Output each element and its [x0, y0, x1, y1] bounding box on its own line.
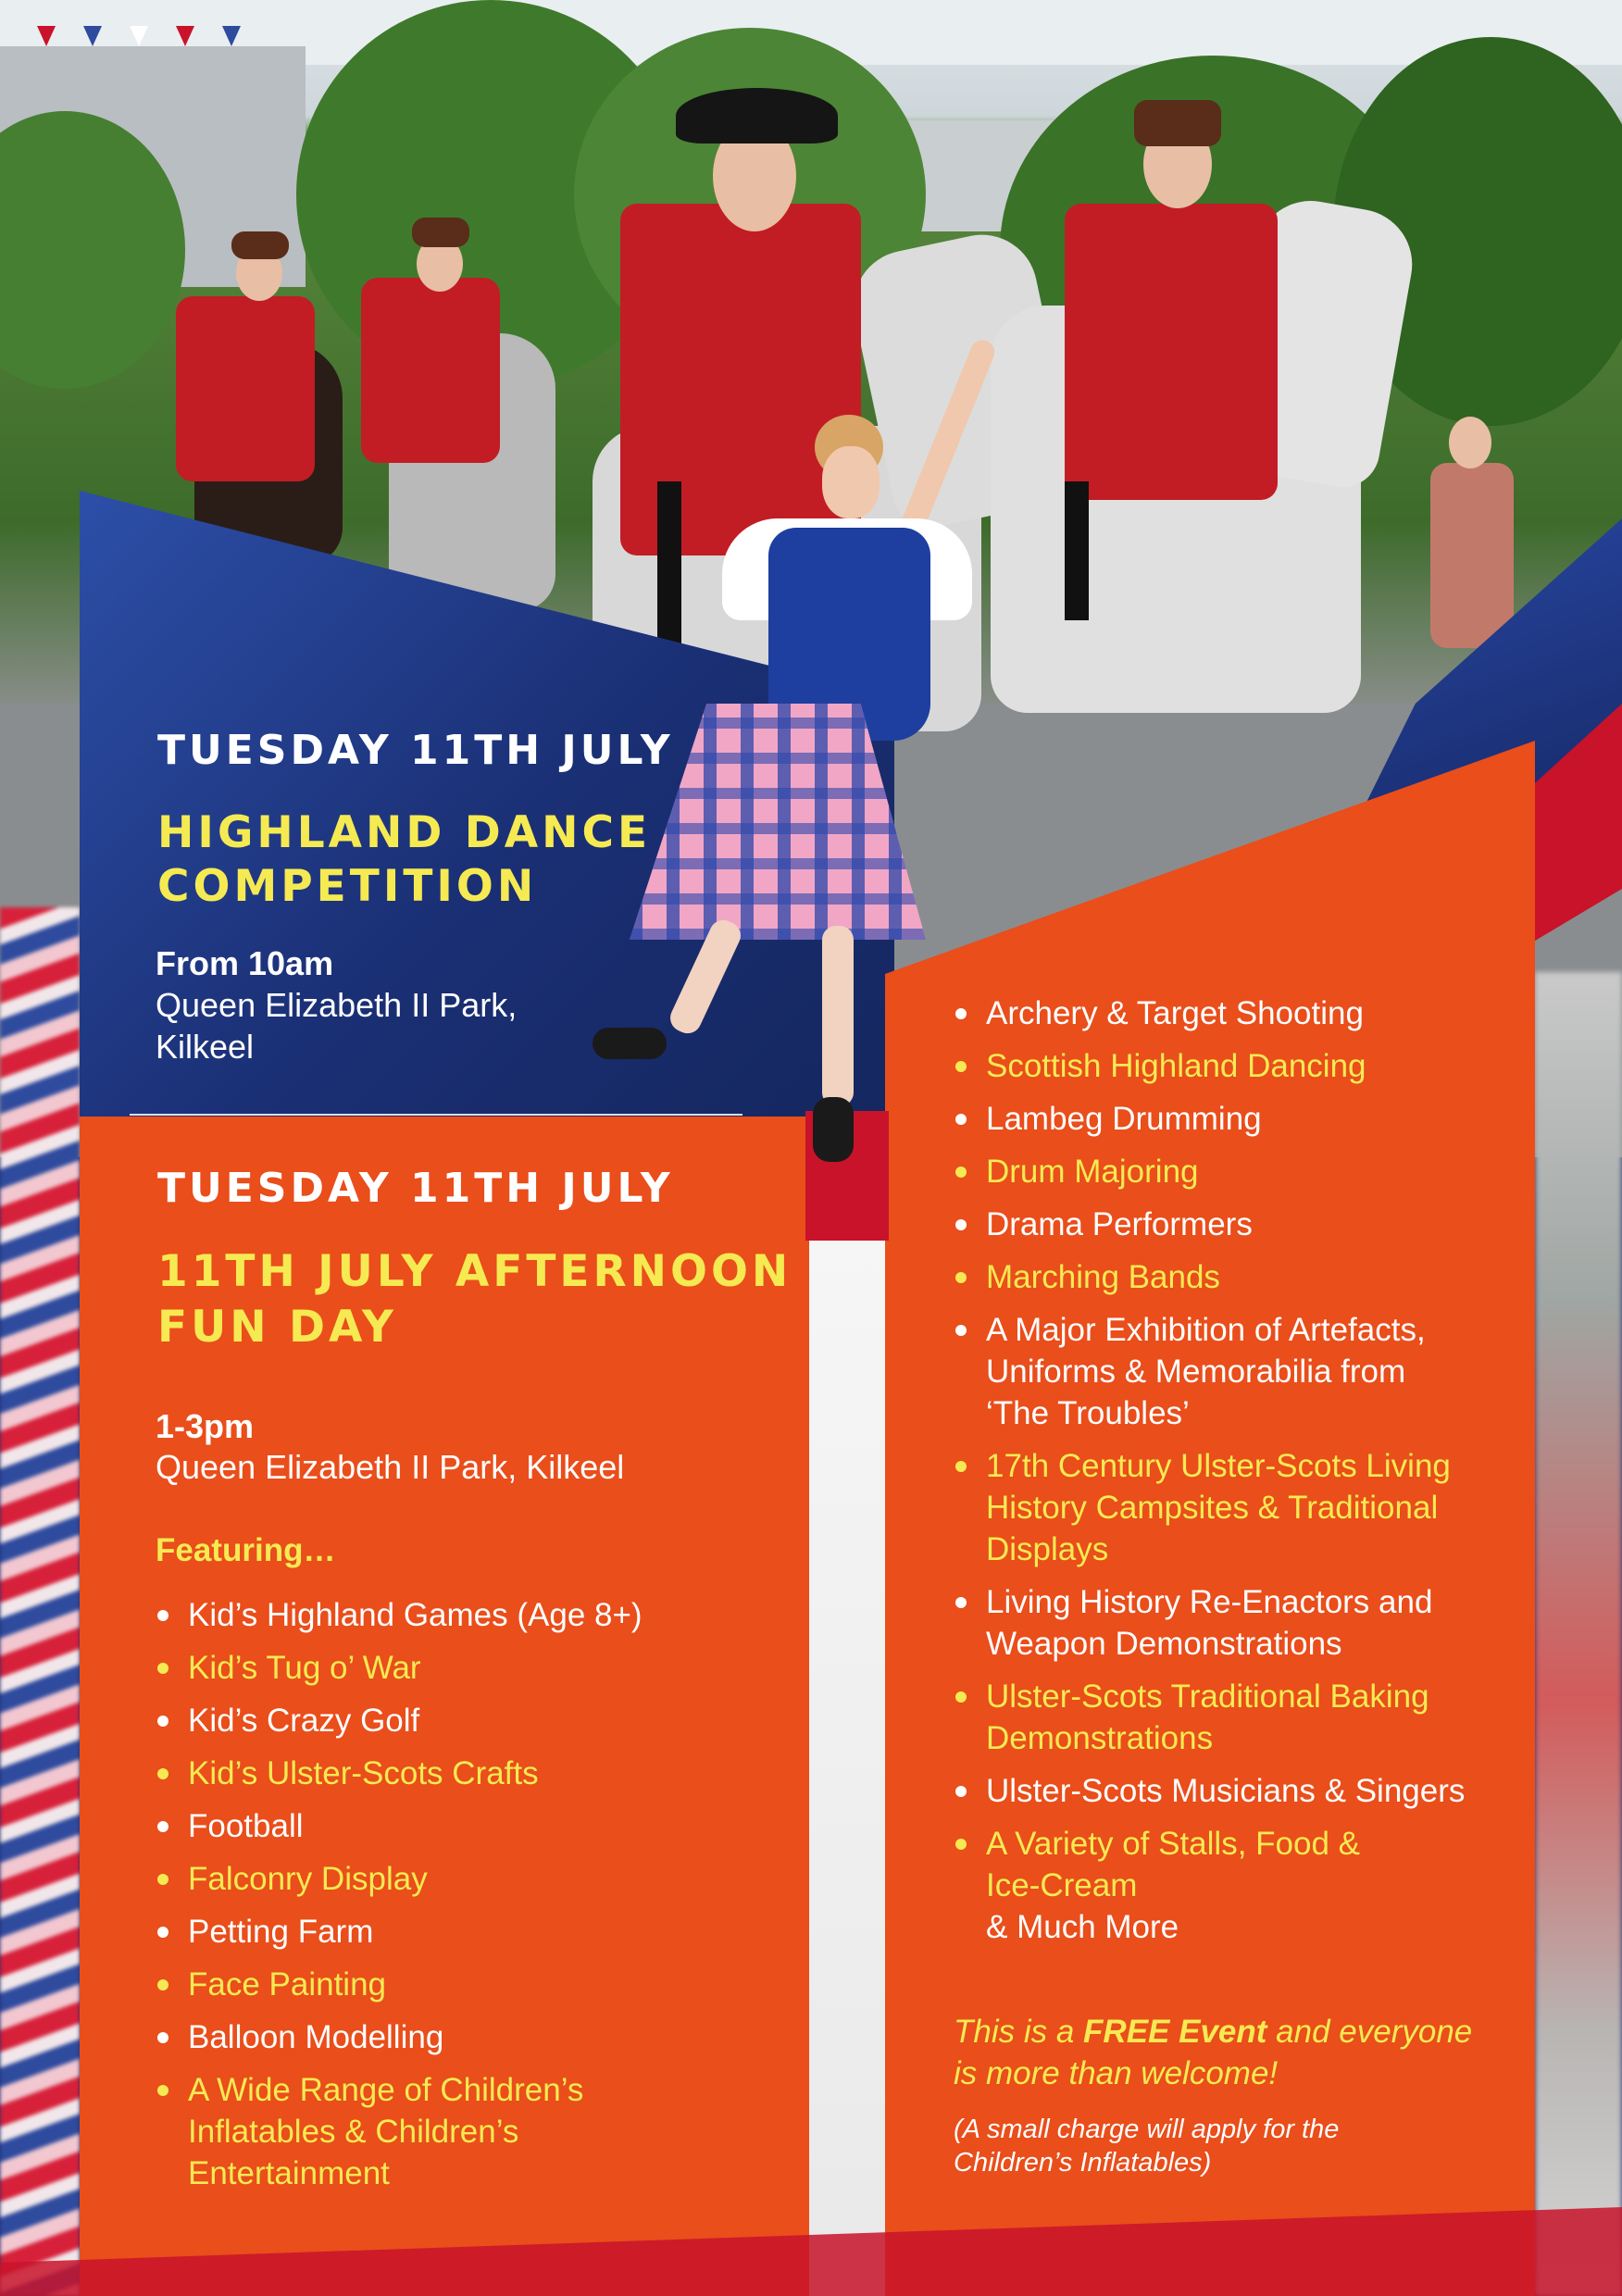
event1-title-line2: COMPETITION: [157, 861, 538, 912]
dancer-leg: [822, 926, 854, 1106]
event2-title-line2: FUN DAY: [157, 1302, 397, 1353]
panel-gap: [809, 1222, 885, 2296]
list-item: Drum Majoring: [954, 1151, 1528, 1192]
list-item: A Variety of Stalls, Food &: [954, 1823, 1528, 1865]
tricorn-hat: [676, 88, 838, 144]
list-item-continued: Inflatables & Children’s: [188, 2114, 519, 2150]
rider: [361, 278, 500, 463]
activities-list: [954, 992, 1528, 1959]
event2-venue: Queen Elizabeth II Park, Kilkeel: [156, 1448, 625, 1486]
list-item: 17th Century Ulster-Scots Living: [954, 1445, 1528, 1487]
event1-venue-line1: Queen Elizabeth II Park,: [156, 986, 518, 1024]
dancer-shoe: [813, 1097, 854, 1162]
fur-hat: [1134, 100, 1221, 146]
list-item-continued: Ice-Cream: [986, 1867, 1138, 1903]
list-item: Lambeg Drumming: [954, 1098, 1528, 1140]
list-item: Face Painting: [156, 1964, 767, 2005]
rider-boot: [1065, 481, 1089, 620]
list-item-continued: Demonstrations: [986, 1720, 1214, 1756]
event2-title-line1: 11TH JULY AFTERNOON: [157, 1246, 792, 1297]
blurred-strip-right: [1535, 972, 1622, 2296]
list-item: Drama Performers: [954, 1204, 1528, 1245]
rider: [1065, 204, 1278, 500]
charge-note-line1: (A small charge will apply for the: [954, 2115, 1340, 2144]
list-item: Archery & Target Shooting: [954, 992, 1528, 1034]
list-item: A Wide Range of Children’s: [156, 2069, 767, 2111]
bunting-flag: [130, 26, 148, 46]
rider: [176, 296, 315, 481]
dancer-face: [822, 446, 880, 518]
hat: [412, 218, 469, 247]
fun-day-list: [156, 1594, 767, 2205]
list-item: Kid’s Ulster-Scots Crafts: [156, 1753, 767, 1794]
free-event-line1: [954, 2011, 1472, 2053]
list-item: Petting Farm: [156, 1911, 767, 1953]
list-item: Living History Re-Enactors and: [954, 1581, 1528, 1623]
list-item: A Major Exhibition of Artefacts,: [954, 1309, 1528, 1351]
list-item: Marching Bands: [954, 1256, 1528, 1298]
bunting-flag: [37, 26, 56, 46]
event1-date: TUESDAY 11TH JULY: [157, 727, 674, 774]
list-item: Balloon Modelling: [156, 2016, 767, 2058]
event1-venue-line2: Kilkeel: [156, 1028, 255, 1066]
list-item-continued: History Campsites & Traditional: [986, 1490, 1439, 1526]
rider-boot: [657, 481, 681, 648]
list-item: Ulster-Scots Musicians & Singers: [954, 1770, 1528, 1812]
list-item: Falconry Display: [156, 1858, 767, 1900]
spectator-head: [1449, 417, 1491, 468]
free-event-post: and everyone: [1266, 2014, 1473, 2050]
list-item: Kid’s Tug o’ War: [156, 1647, 767, 1689]
free-event-pre: This is a: [954, 2014, 1084, 2050]
list-item-continued: ‘The Troubles’: [986, 1395, 1190, 1431]
charge-note-line2: Children’s Inflatables): [954, 2148, 1212, 2177]
spectator: [1430, 463, 1514, 648]
bunting-flag: [83, 26, 102, 46]
bunting-flag: [222, 26, 241, 46]
list-item-continued: Uniforms & Memorabilia from: [986, 1354, 1406, 1390]
list-item-continued: & Much More: [986, 1909, 1179, 1945]
list-item: Scottish Highland Dancing: [954, 1045, 1528, 1087]
panel-divider: [130, 1114, 742, 1116]
list-item-continued: Entertainment: [188, 2155, 390, 2191]
list-item: Kid’s Crazy Golf: [156, 1700, 767, 1741]
list-item-continued: Weapon Demonstrations: [986, 1626, 1342, 1662]
free-event-bold: FREE Event: [1083, 2014, 1267, 2050]
list-item: Football: [156, 1805, 767, 1847]
tartan-strip-left: [0, 907, 80, 2296]
event2-time: 1-3pm: [156, 1407, 255, 1445]
free-event-line2: is more than welcome!: [954, 2055, 1279, 2091]
list-item: Ulster-Scots Traditional Baking: [954, 1676, 1528, 1717]
list-item-continued: Displays: [986, 1531, 1109, 1567]
featuring-label: Featuring…: [156, 1532, 336, 1568]
hat: [231, 231, 289, 259]
list-item: Kid’s Highland Games (Age 8+): [156, 1594, 767, 1636]
dancer-shoe: [593, 1028, 667, 1059]
event1-title-line1: HIGHLAND DANCE: [157, 807, 652, 858]
event1-time: From 10am: [156, 944, 334, 982]
event2-date: TUESDAY 11TH JULY: [157, 1165, 674, 1212]
bunting-flag: [176, 26, 194, 46]
